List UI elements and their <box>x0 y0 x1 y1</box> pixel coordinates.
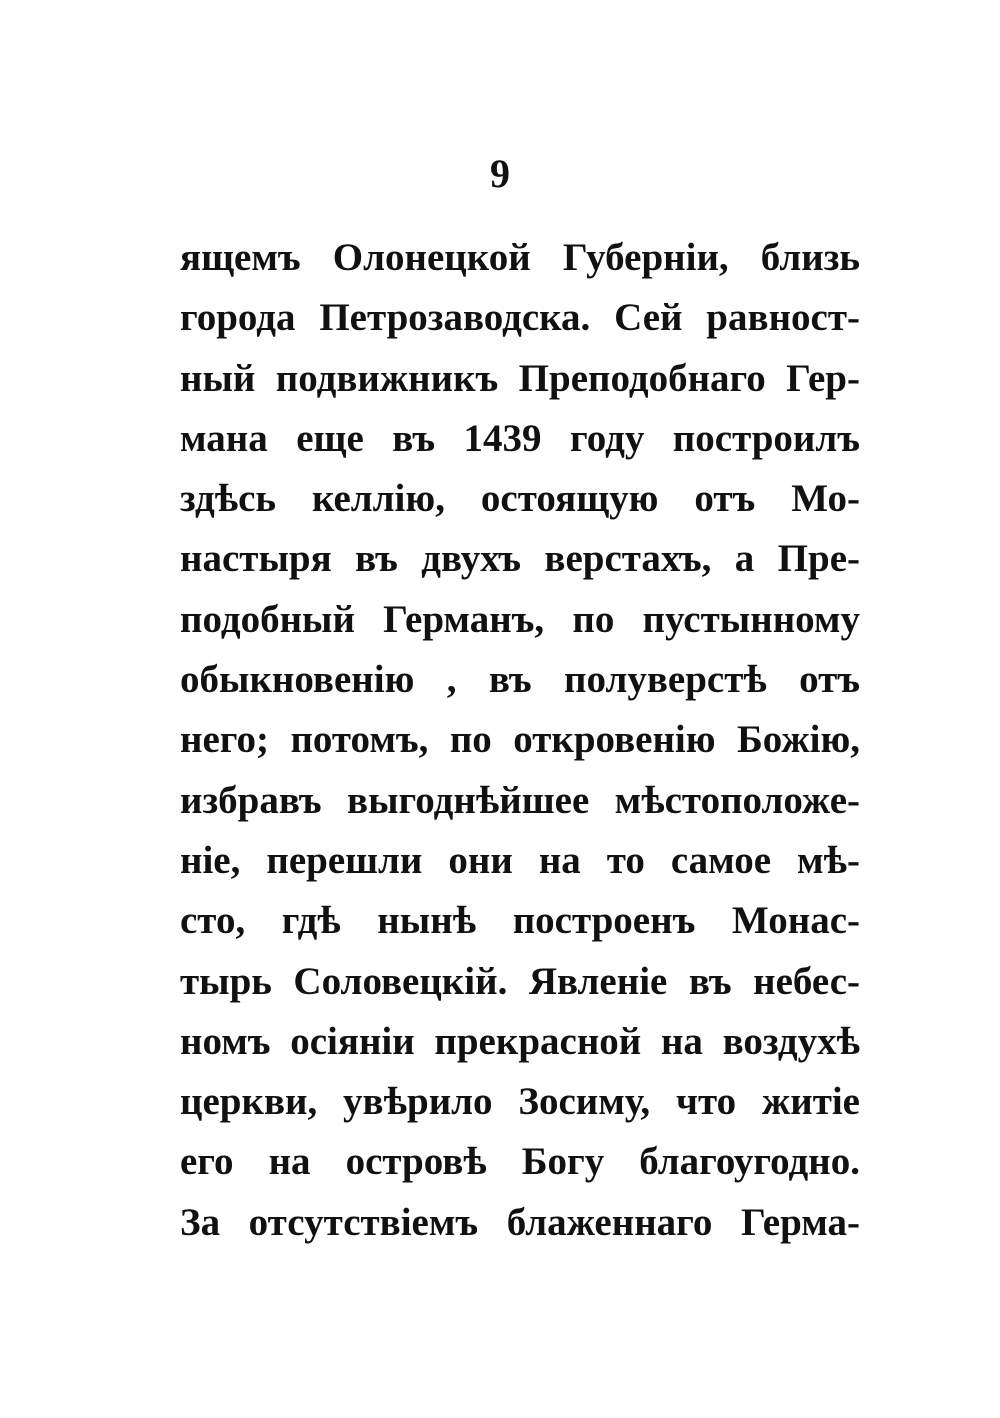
text-line: сто, гдѣ нынѣ построенъ Монас- <box>180 899 860 943</box>
text-line: подобный Германъ, по пустынному <box>180 597 860 641</box>
text-line: ніе, перешли они на то самое мѣ- <box>180 838 860 882</box>
text-line: обыкновенію , въ полуверстѣ отъ <box>180 658 860 702</box>
text-line: номъ осіяніи прекрасной на воздухѣ <box>180 1019 860 1063</box>
text-line: тырь Соловецкій. Явленіе въ небес- <box>180 959 860 1003</box>
text-line: мана еще въ 1439 году построилъ <box>180 416 860 460</box>
text-line: его на островѣ Богу благоугодно. <box>180 1140 860 1184</box>
text-line: избравъ выгоднѣйшее мѣстоположе- <box>180 778 860 822</box>
text-line: него; потомъ, по откровенію Божію, <box>180 718 860 762</box>
text-line: За отсутствіемъ блаженнаго Герма- <box>180 1200 860 1244</box>
text-line: города Петрозаводска. Сей равност- <box>180 296 860 340</box>
text-line: церкви, увѣрило Зосиму, что житіе <box>180 1080 860 1124</box>
page-number: 9 <box>490 151 510 196</box>
text-line: здѣсь келлію, остоящую отъ Мо- <box>180 477 860 521</box>
text-line: настыря въ двухъ верстахъ, а Пре- <box>180 537 860 581</box>
text-line: ящемъ Олонецкой Губерніи, близь <box>180 236 860 279</box>
text-line: ный подвижникъ Преподобнаго Гер- <box>180 356 860 400</box>
body-text <box>180 228 860 1253</box>
